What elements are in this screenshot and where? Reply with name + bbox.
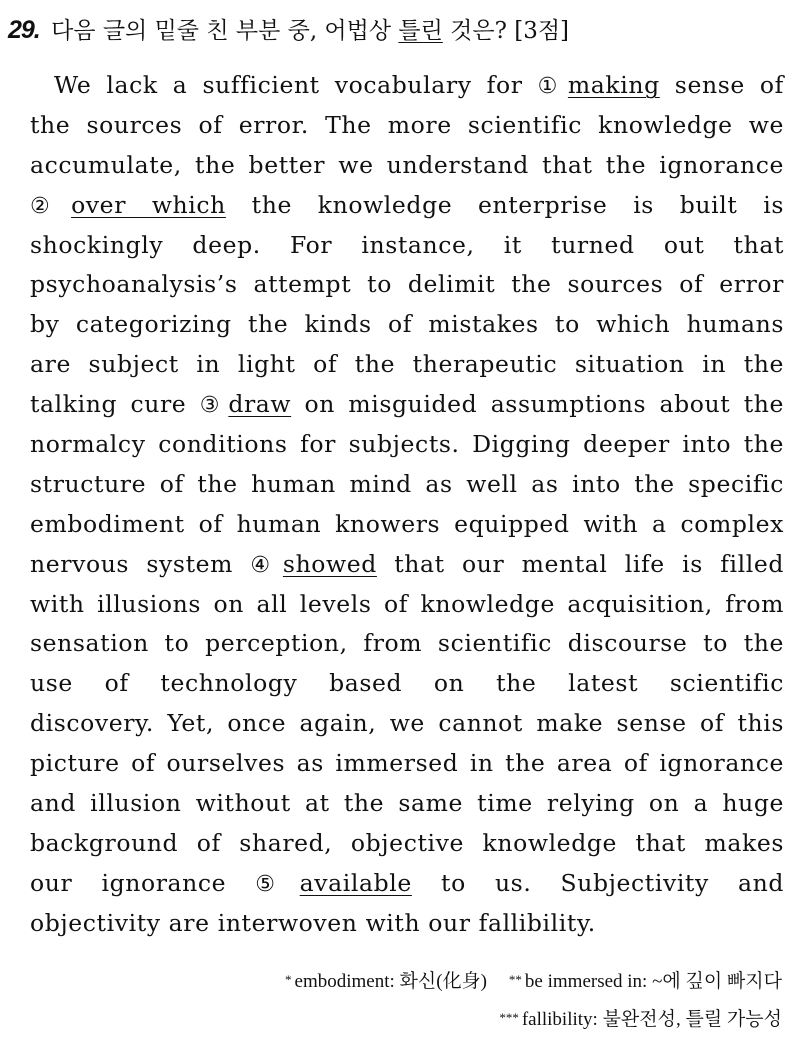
underlined-choice-1: making — [567, 71, 660, 99]
underlined-choice-3: draw — [228, 390, 292, 419]
passage-line: picture of ourselves as immersed in the area of ignorance — [30, 749, 784, 778]
passage-line: with illusions on all levels of knowledge acquisition, from — [30, 589, 784, 618]
footnote-row — [285, 962, 782, 1000]
passage-line: our ignorance ⑤ available to us. Subjectivity and — [30, 868, 784, 897]
underlined-choice-2: over which — [71, 190, 226, 219]
choice-mark-4: ④ — [250, 552, 280, 578]
footnote-embodiment: * embodiment: 화신(化身) — [285, 971, 487, 992]
question-text-underlined: 틀린 — [398, 18, 443, 44]
question-text-before: 다음 글의 밑줄 친 부분 중, 어법상 — [51, 18, 399, 44]
passage-line: nervous system ④ showed that our mental life is filled — [30, 549, 784, 578]
passage-line: psychoanalysis’s attempt to delimit the sources of error — [30, 270, 784, 299]
passage-line: ② over which the knowledge enterprise is built is — [30, 190, 784, 219]
choice-mark-5: ⑤ — [255, 871, 297, 897]
passage — [30, 66, 784, 944]
underlined-choice-5: available — [299, 868, 412, 897]
passage-line: We lack a sufficient vocabulary for ① making sense of — [54, 71, 784, 99]
passage-line: normalcy conditions for subjects. Digging deeper into the — [30, 430, 784, 459]
passage-line: objectivity are interwoven with our fallibility. — [30, 908, 596, 937]
choice-mark-1: ① — [537, 74, 565, 99]
underlined-choice-4: showed — [282, 549, 377, 578]
passage-line: sensation to perception, from scientific discourse to the — [30, 629, 784, 658]
passage-line: talking cure ③ draw on misguided assumptions about the — [30, 390, 784, 419]
footnotes — [285, 962, 782, 1038]
question-stem — [8, 14, 788, 47]
passage-line: discovery. Yet, once again, we cannot make sense of this — [30, 709, 784, 738]
choice-mark-3: ③ — [199, 393, 226, 419]
footnote-immersed: ** be immersed in: ~에 깊이 빠지다 — [508, 971, 782, 992]
passage-line: background of shared, objective knowledge that makes — [30, 828, 784, 857]
passage-line: shockingly deep. For instance, it turned out that — [30, 230, 784, 259]
footnote-fallibility: *** fallibility: 불완전성, 틀릴 가능성 — [499, 1009, 782, 1030]
question-number: 29. — [8, 16, 40, 44]
passage-line: use of technology based on the latest scientific — [30, 669, 784, 698]
passage-line: embodiment of human knowers equipped with a complex — [30, 509, 784, 538]
passage-line: are subject in light of the therapeutic situation in the — [30, 350, 784, 379]
passage-line: and illusion without at the same time relying on a huge — [30, 789, 784, 818]
choice-mark-2: ② — [30, 193, 69, 219]
question-text-after: 것은? [3점] — [442, 18, 570, 44]
footnote-row — [285, 1000, 782, 1038]
passage-line: structure of the human mind as well as into the specific — [30, 469, 784, 498]
passage-line: accumulate, the better we understand that the ignorance — [30, 150, 784, 179]
passage-line: the sources of error. The more scientific knowledge we — [30, 110, 784, 139]
passage-line: by categorizing the kinds of mistakes to which humans — [30, 310, 784, 339]
